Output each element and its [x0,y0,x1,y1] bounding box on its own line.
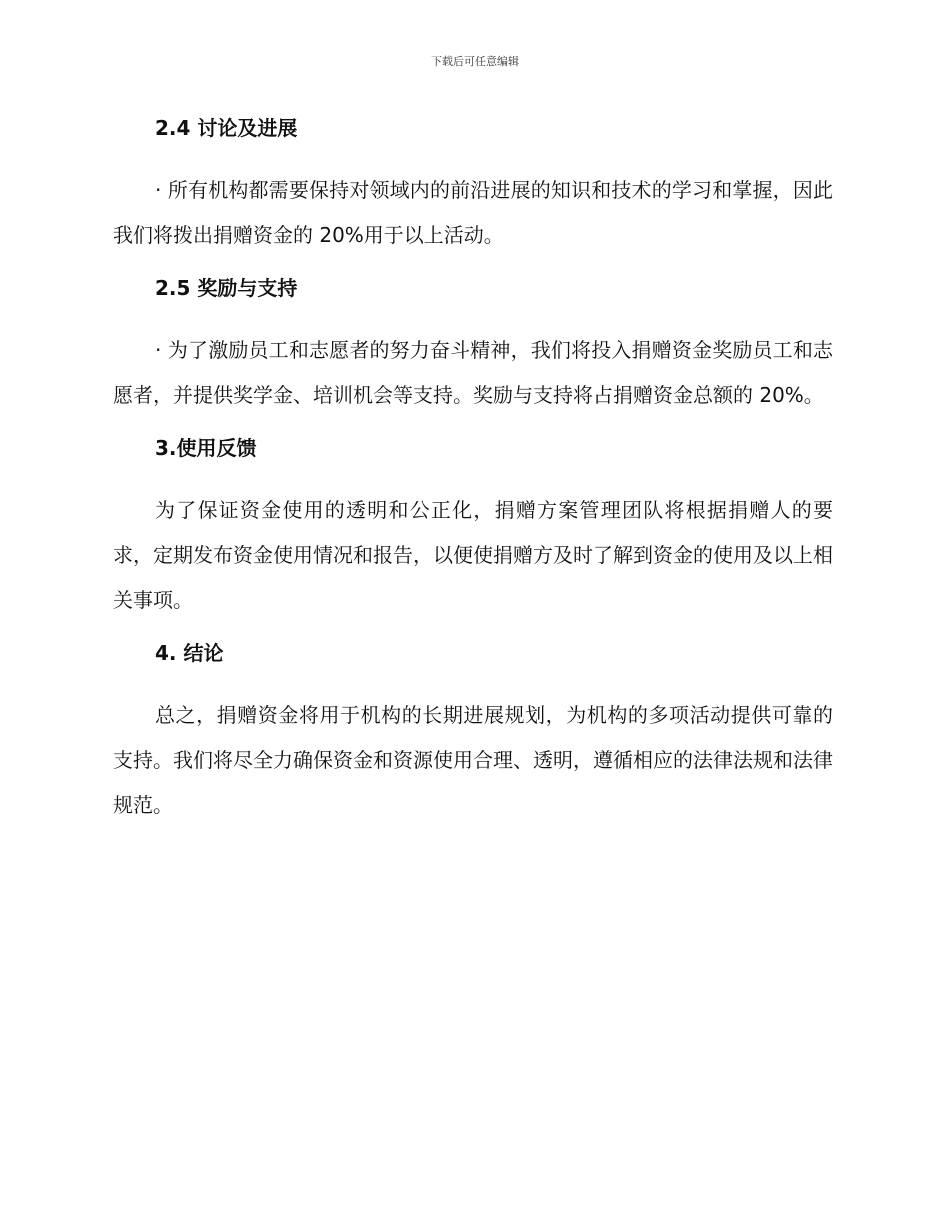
section-heading-3: 3.使用反馈 [155,436,257,460]
section-heading-2-5: 2.5 奖励与支持 [155,276,298,300]
section-paragraph-3: 为了保证资金使用的透明和公正化，捐赠方案管理团队将根据捐赠人的要求，定期发布资金使用情况和报告，以便使捐赠方及时了解到资金的使用及以上相关事项。 [113,498,833,612]
document-body [113,112,833,842]
section-heading-4: 4. 结论 [155,641,224,665]
page-header: 下载后可任意编辑 [431,55,519,68]
section-paragraph-2-5: · 为了激励员工和志愿者的努力奋斗精神，我们将投入捐赠资金奖励员工和志愿者，并提供奖学金、培训机会等支持。奖励与支持将占捐赠资金总额的 20%。 [113,338,833,407]
section-paragraph-2-4: · 所有机构都需要保持对领域内的前沿进展的知识和技术的学习和掌握，因此我们将拨出捐赠资金的 20%用于以上活动。 [113,178,833,247]
section-paragraph-4: 总之，捐赠资金将用于机构的长期进展规划，为机构的多项活动提供可靠的支持。我们将尽全力确保资金和资源使用合理、透明，遵循相应的法律法规和法律规范。 [113,703,833,817]
section-heading-2-4: 2.4 讨论及进展 [155,116,298,140]
